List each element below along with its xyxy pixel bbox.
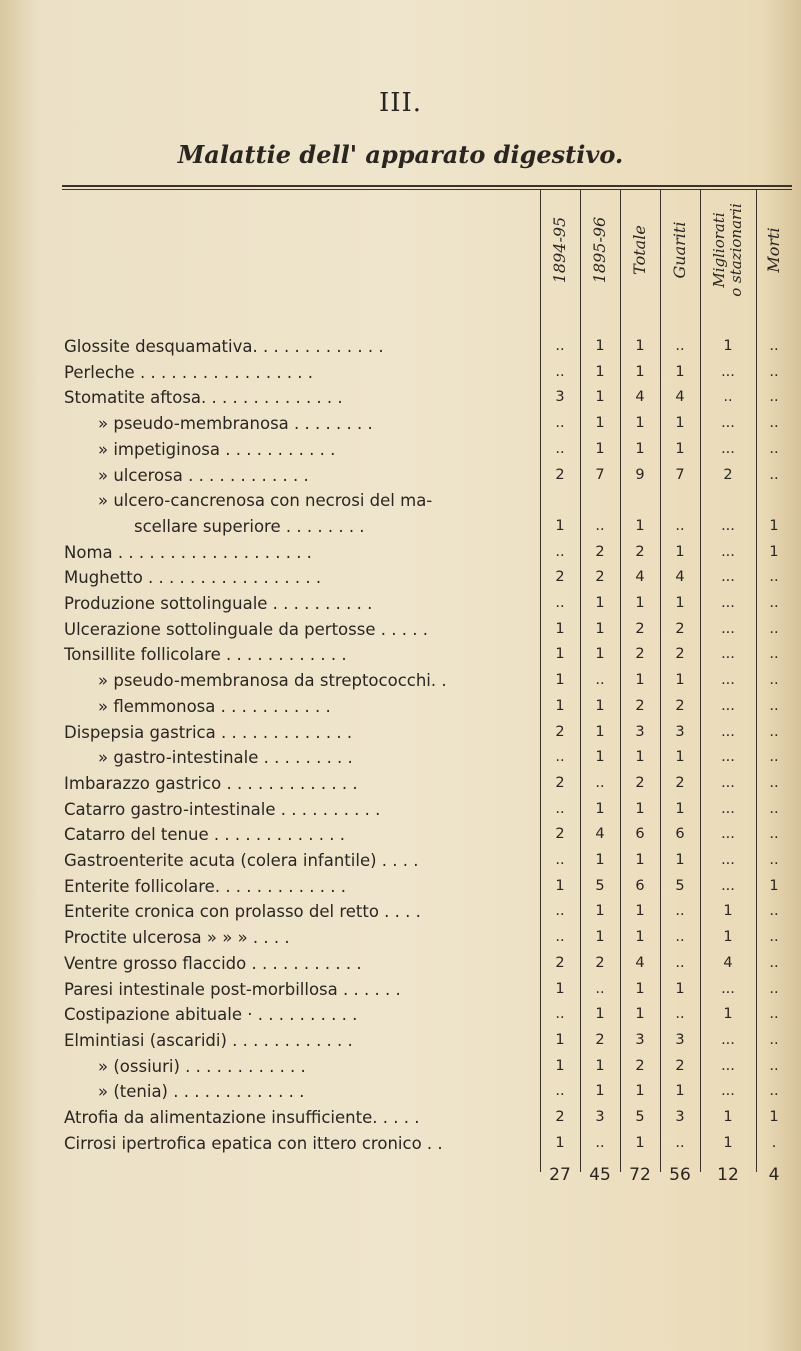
row-value: ..	[769, 1006, 779, 1023]
row-label: » gastro-intestinale . . . . . . . . .	[98, 748, 353, 768]
row-label: Proctite ulcerosa » » » . . . .	[64, 928, 290, 948]
row-value: ...	[721, 569, 735, 586]
col-header-1894-95: 1894-95	[550, 216, 569, 284]
table-row	[0, 594, 801, 620]
row-value: 1	[635, 800, 645, 817]
row-label: Gastroenterite acuta (colera infantile) . . . .	[64, 851, 419, 870]
row-value: ..	[769, 440, 779, 457]
row-label: » (ossiuri) . . . . . . . . . . . .	[98, 1056, 306, 1076]
row-value: ..	[555, 338, 565, 354]
row-value: ...	[721, 620, 735, 637]
row-value: 1	[555, 697, 565, 714]
row-value: 1	[635, 1006, 645, 1023]
table-row	[0, 414, 801, 440]
col-header-totale: Totale	[630, 225, 649, 275]
row-value: ...	[721, 440, 735, 457]
row-label: » (tenia) . . . . . . . . . . . . .	[98, 1082, 305, 1102]
row-value: 3	[675, 723, 685, 740]
table-row	[0, 825, 801, 851]
row-value: 1	[595, 749, 605, 766]
row-value: 2	[635, 774, 645, 791]
row-value: 4	[635, 954, 645, 971]
row-value: 2	[635, 697, 645, 714]
row-value: ..	[675, 954, 685, 971]
top-rule	[62, 185, 792, 187]
row-value: 1	[769, 1109, 779, 1125]
row-value: 1	[595, 929, 605, 946]
row-value: ..	[555, 929, 565, 946]
row-value: 1	[769, 877, 779, 894]
row-value: 1	[635, 1083, 645, 1100]
row-value: 1	[635, 1134, 645, 1151]
table-row	[0, 928, 801, 954]
table-row	[0, 645, 801, 671]
row-label: Glossite desquamativa. . . . . . . . . . . . .	[64, 337, 384, 356]
table-row	[0, 1057, 801, 1083]
row-value: 5	[635, 1109, 645, 1125]
row-value: 1	[723, 903, 733, 920]
row-value: 1	[675, 672, 685, 689]
table-row	[0, 1108, 801, 1134]
row-value: 1	[635, 415, 645, 432]
row-value: ...	[721, 826, 735, 843]
total-value: 4	[768, 1165, 780, 1186]
row-value: ..	[555, 543, 565, 560]
row-value: 6	[635, 826, 645, 843]
row-value: 2	[555, 774, 565, 791]
row-label: » pseudo-membranosa da streptococchi. .	[98, 671, 447, 691]
row-value: ..	[555, 1083, 565, 1100]
row-value: ..	[769, 826, 779, 843]
row-value: ...	[721, 672, 735, 689]
row-value: 4	[595, 826, 605, 843]
page-title: Malattie dell' apparato digestivo.	[177, 140, 624, 169]
row-value: ..	[769, 723, 779, 740]
row-label: Tonsillite follicolare . . . . . . . . . . . .	[64, 645, 347, 665]
table-row	[0, 1031, 801, 1057]
row-value: 1	[635, 903, 645, 920]
row-label: » flemmonosa . . . . . . . . . . .	[98, 696, 331, 716]
row-label: Imbarazzo gastrico . . . . . . . . . . . . .	[64, 773, 358, 793]
table-row	[0, 851, 801, 877]
row-value: 2	[595, 569, 605, 586]
row-label: Produzione sottolinguale . . . . . . . . . .	[64, 594, 373, 613]
row-value: 2	[595, 543, 605, 560]
row-value: 2	[555, 466, 565, 483]
row-value: 4	[675, 389, 685, 406]
row-value: 1	[555, 1057, 565, 1074]
total-value: 27	[549, 1165, 571, 1186]
row-value: ...	[721, 646, 735, 663]
row-label: Catarro del tenue . . . . . . . . . . . . .	[64, 825, 345, 845]
row-value: ..	[769, 620, 779, 637]
row-value: 2	[675, 774, 685, 791]
table-row	[0, 363, 801, 389]
row-value: ..	[675, 517, 685, 534]
row-value: 2	[675, 1057, 685, 1074]
row-value: 1	[635, 363, 645, 380]
row-label: Cirrosi ipertrofica epatica con ittero cronico . .	[64, 1133, 443, 1153]
row-value: ..	[595, 672, 605, 689]
row-value: 1	[635, 440, 645, 457]
row-value: 1	[595, 440, 605, 457]
row-value: 1	[675, 852, 685, 868]
row-value: 1	[675, 1083, 685, 1100]
row-value: 1	[595, 415, 605, 432]
row-value: 1	[595, 620, 605, 637]
row-value: 1	[675, 440, 685, 457]
row-value: ...	[721, 1031, 735, 1048]
total-value: 12	[717, 1165, 739, 1186]
row-value: 3	[555, 389, 565, 406]
row-value: 1	[595, 1083, 605, 1100]
row-value: ..	[769, 1057, 779, 1074]
table-row	[0, 388, 801, 414]
row-value: ..	[769, 363, 779, 380]
row-value: 7	[675, 466, 685, 483]
row-value: 3	[635, 723, 645, 740]
row-value: ..	[769, 852, 779, 868]
row-value: ..	[769, 800, 779, 817]
row-value: 1	[635, 852, 645, 868]
row-value: ..	[723, 389, 733, 406]
table-row	[0, 954, 801, 980]
row-value: 1	[595, 903, 605, 920]
row-value: ..	[675, 929, 685, 946]
row-value: 1	[555, 1134, 565, 1151]
row-value: ..	[769, 954, 779, 971]
row-value: 2	[635, 646, 645, 663]
row-label: Ventre grosso flaccido . . . . . . . . . . .	[64, 953, 362, 973]
row-value: ..	[595, 517, 605, 534]
row-value: .	[771, 1134, 777, 1151]
row-value: ..	[595, 980, 605, 997]
row-value: 1	[595, 338, 605, 354]
row-label: » pseudo-membranosa . . . . . . . .	[98, 414, 373, 434]
row-value: 1	[769, 517, 779, 534]
table-row	[0, 440, 801, 466]
row-value: 1	[675, 800, 685, 817]
row-value: 1	[595, 800, 605, 817]
row-value: 1	[555, 1031, 565, 1048]
row-label: Catarro gastro-intestinale . . . . . . . . . .	[64, 799, 381, 819]
row-value: ..	[675, 338, 685, 354]
row-value: 1	[595, 363, 605, 380]
row-value: ...	[721, 723, 735, 740]
row-value: ..	[769, 697, 779, 714]
table-row	[0, 748, 801, 774]
table-row	[0, 902, 801, 928]
row-value: ...	[721, 1057, 735, 1074]
row-label: Costipazione abituale · . . . . . . . . . .	[64, 1005, 358, 1025]
table-row	[0, 543, 801, 569]
row-value: ..	[769, 466, 779, 483]
row-value: 1	[675, 595, 685, 611]
table-row	[0, 671, 801, 697]
table-row	[0, 980, 801, 1006]
row-label: Dispepsia gastrica . . . . . . . . . . . . .	[64, 722, 353, 742]
row-value: 7	[595, 466, 605, 483]
row-value: ...	[721, 877, 735, 894]
row-value: 1	[555, 646, 565, 663]
row-value: 1	[723, 1109, 733, 1125]
row-value: ...	[721, 749, 735, 766]
total-value: 45	[589, 1165, 611, 1186]
row-value: 9	[635, 466, 645, 483]
table-row	[0, 568, 801, 594]
row-value: 6	[635, 877, 645, 894]
row-value: 2	[555, 1109, 565, 1125]
col-header-guariti: Guariti	[670, 221, 689, 279]
row-value: 5	[675, 877, 685, 894]
row-value: 1	[635, 749, 645, 766]
row-value: ..	[769, 749, 779, 766]
row-value: 3	[675, 1031, 685, 1048]
col-header-migliorati: Migliorati o stazionarii	[710, 203, 745, 297]
row-value: 2	[723, 466, 733, 483]
row-value: 1	[555, 620, 565, 637]
row-value: ..	[769, 929, 779, 946]
row-value: 1	[595, 723, 605, 740]
row-label: Mughetto . . . . . . . . . . . . . . . . .	[64, 568, 322, 588]
row-label: Paresi intestinale post-morbillosa . . . . . .	[64, 979, 401, 999]
table-row	[0, 1134, 801, 1160]
row-value: 3	[595, 1109, 605, 1125]
row-value: 1	[635, 595, 645, 611]
row-value: 1	[595, 389, 605, 406]
row-value: ..	[675, 1006, 685, 1023]
row-value: 1	[595, 1006, 605, 1023]
row-label-continued: scellare superiore . . . . . . . .	[134, 516, 365, 536]
row-value: ...	[721, 980, 735, 997]
row-value: 1	[555, 980, 565, 997]
row-value: 1	[635, 929, 645, 946]
row-label: Elmintiasi (ascaridi) . . . . . . . . . . . .	[64, 1030, 353, 1050]
row-value: ..	[769, 774, 779, 791]
total-value: 72	[629, 1165, 651, 1186]
row-value: 4	[635, 569, 645, 586]
row-value: ..	[595, 1134, 605, 1151]
row-value: 2	[675, 646, 685, 663]
row-value: ..	[595, 774, 605, 791]
row-value: ..	[555, 903, 565, 920]
row-value: ...	[721, 800, 735, 817]
col-header-1895-96: 1895-96	[590, 216, 609, 284]
row-label: Ulcerazione sottolinguale da pertosse . . . . .	[64, 619, 428, 639]
row-value: 1	[555, 672, 565, 689]
row-value: 2	[555, 954, 565, 971]
row-value: 1	[675, 749, 685, 766]
row-value: 2	[635, 1057, 645, 1074]
row-value: ..	[555, 800, 565, 817]
row-value: 2	[555, 569, 565, 586]
row-value: 1	[595, 697, 605, 714]
table-row	[0, 774, 801, 800]
row-value: 1	[555, 877, 565, 894]
row-value: ..	[769, 595, 779, 611]
row-value: ...	[721, 697, 735, 714]
section-number: III.	[378, 88, 423, 118]
row-value: 1	[675, 415, 685, 432]
table-row	[0, 697, 801, 723]
row-value: ..	[555, 440, 565, 457]
table-row	[0, 466, 801, 492]
row-value: ..	[769, 646, 779, 663]
table-row	[0, 800, 801, 826]
row-value: 3	[635, 1031, 645, 1048]
row-value: 3	[675, 1109, 685, 1125]
row-value: 2	[555, 723, 565, 740]
row-value: 5	[595, 877, 605, 894]
row-label: Enterite follicolare. . . . . . . . . . . . .	[64, 876, 346, 896]
row-value: ...	[721, 852, 735, 868]
row-value: ..	[555, 363, 565, 380]
row-value: ..	[555, 749, 565, 766]
row-label: Noma . . . . . . . . . . . . . . . . . . .	[64, 542, 312, 562]
row-value: ..	[769, 980, 779, 997]
row-value: 1	[723, 338, 733, 354]
row-value: 1	[675, 543, 685, 560]
table-row	[0, 491, 801, 536]
row-value: ...	[721, 415, 735, 432]
row-value: ..	[675, 903, 685, 920]
row-value: 1	[635, 338, 645, 354]
table-row	[0, 337, 801, 363]
row-value: ..	[555, 595, 565, 611]
row-value: 1	[675, 980, 685, 997]
row-value: ..	[555, 1006, 565, 1023]
row-label: Stomatite aftosa. . . . . . . . . . . . . .	[64, 388, 343, 408]
row-value: ..	[769, 338, 779, 354]
row-value: ..	[769, 1083, 779, 1100]
row-value: ..	[769, 569, 779, 586]
row-value: 1	[595, 595, 605, 611]
row-value: 2	[635, 543, 645, 560]
row-value: ..	[769, 903, 779, 920]
row-label: Atrofia da alimentazione insufficiente. . . . .	[64, 1108, 420, 1127]
row-value: ..	[769, 415, 779, 432]
row-value: 1	[635, 672, 645, 689]
row-value: ..	[769, 672, 779, 689]
row-value: 1	[723, 1006, 733, 1023]
row-value: 1	[675, 363, 685, 380]
row-value: ..	[769, 1031, 779, 1048]
row-value: 2	[675, 620, 685, 637]
row-value: 2	[595, 954, 605, 971]
row-value: ...	[721, 774, 735, 791]
row-value: 1	[635, 980, 645, 997]
row-label: Perleche . . . . . . . . . . . . . . . . .	[64, 362, 314, 382]
row-value: 2	[555, 826, 565, 843]
total-value: 56	[669, 1165, 691, 1186]
row-value: 1	[723, 1134, 733, 1151]
row-value: 2	[635, 620, 645, 637]
row-value: 1	[595, 1057, 605, 1074]
table-row	[0, 1005, 801, 1031]
row-value: 6	[675, 826, 685, 843]
row-value: 4	[635, 389, 645, 406]
row-value: ...	[721, 1083, 735, 1100]
row-value: ..	[555, 852, 565, 868]
row-value: 4	[723, 954, 733, 971]
row-value: ..	[675, 1134, 685, 1151]
row-label: Enterite cronica con prolasso del retto . . . .	[64, 902, 421, 922]
table-row	[0, 620, 801, 646]
row-value: 4	[675, 569, 685, 586]
row-value: 1	[723, 929, 733, 946]
row-value: 1	[635, 517, 645, 534]
row-value: 1	[769, 543, 779, 560]
row-label: » ulcerosa . . . . . . . . . . . .	[98, 465, 309, 485]
col-header-morti: Morti	[764, 227, 783, 273]
table-row	[0, 723, 801, 749]
top-rule-thin	[62, 189, 792, 190]
row-value: 2	[675, 697, 685, 714]
table-row	[0, 877, 801, 903]
row-value: 1	[595, 646, 605, 663]
table-row	[0, 1082, 801, 1108]
row-value: ..	[555, 415, 565, 432]
row-value: 1	[595, 852, 605, 868]
row-value: ..	[769, 389, 779, 406]
row-value: ...	[721, 595, 735, 611]
row-value: ...	[721, 517, 735, 534]
row-value: 1	[555, 517, 565, 534]
row-value: ...	[721, 363, 735, 380]
row-label: » impetiginosa . . . . . . . . . . .	[98, 439, 336, 459]
row-label: » ulcero-cancrenosa con necrosi del ma-	[98, 491, 433, 511]
row-value: ...	[721, 543, 735, 560]
row-value: 2	[595, 1031, 605, 1048]
